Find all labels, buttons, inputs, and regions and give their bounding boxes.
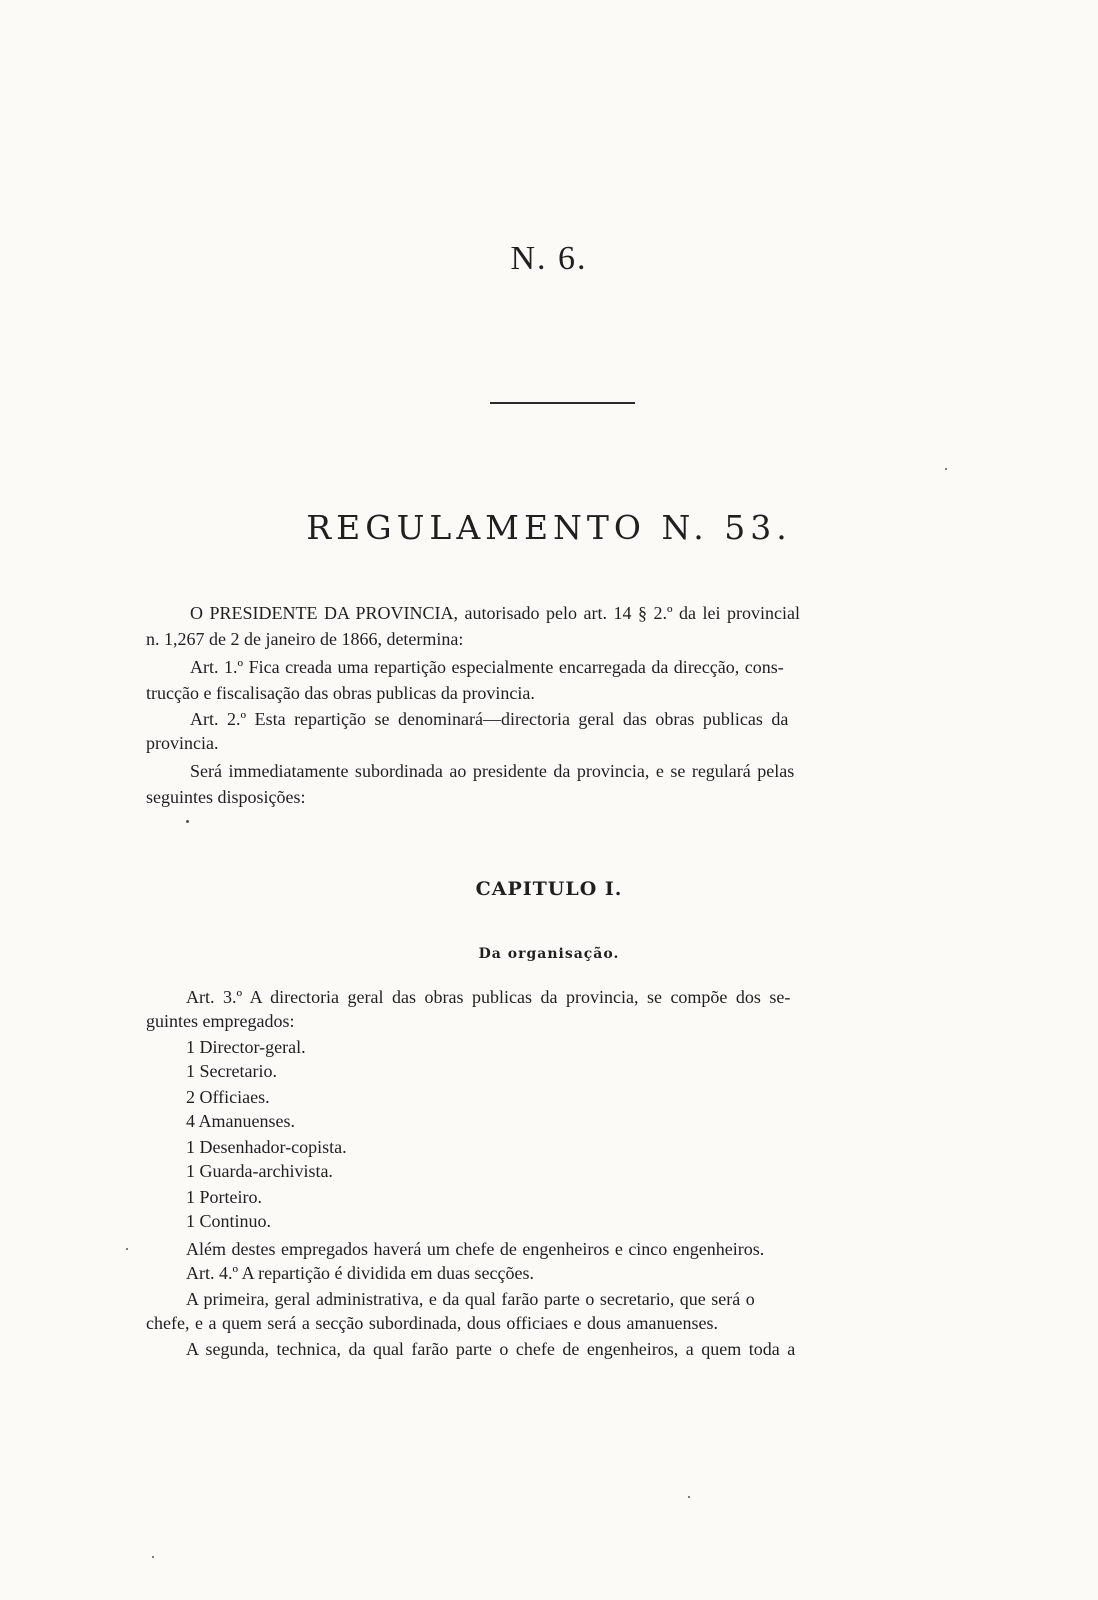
staff-item: 4 Amanuenses.	[186, 1111, 295, 1131]
staff-item: 1 Secretario.	[186, 1061, 277, 1081]
scan-speck	[126, 1248, 128, 1250]
scan-speck	[688, 1496, 690, 1498]
document-number: N. 6.	[510, 240, 588, 277]
article-2-line-2: provincia.	[146, 733, 219, 753]
scan-speck	[152, 1556, 154, 1558]
staff-item: 2 Officiaes.	[186, 1087, 270, 1107]
header-divider	[490, 402, 635, 404]
subordination-line-2: seguintes disposições:	[146, 787, 306, 807]
scan-speck	[186, 820, 189, 823]
staff-item: 1 Porteiro.	[186, 1187, 262, 1207]
chapter-title: CAPITULO I.	[475, 878, 623, 900]
second-section-line-1: A segunda, technica, da qual farão parte o chefe de engenheiros, a quem toda a	[186, 1339, 796, 1359]
staff-item: 1 Continuo.	[186, 1211, 272, 1231]
section-title: Da organisação.	[478, 946, 620, 962]
staff-item: 1 Director-geral.	[186, 1037, 306, 1057]
first-section-line-2: chefe, e a quem será a secção subordinada, dous officiaes e dous amanuenses.	[146, 1313, 718, 1333]
article-1-line-2: trucção e fiscalisação das obras publicas da provincia.	[146, 683, 535, 703]
article-3-line-2: guintes empregados:	[146, 1011, 295, 1031]
engineers-line: Além destes empregados haverá um chefe de engenheiros e cinco engenheiros.	[186, 1239, 765, 1259]
staff-item: 1 Desenhador-copista.	[186, 1137, 347, 1157]
regulation-title: REGULAMENTO N. 53.	[306, 508, 792, 547]
article-3-line-1: Art. 3.º A directoria geral das obras publicas da provincia, se compõe dos se-	[186, 987, 791, 1007]
first-section-line-1: A primeira, geral administrativa, e da qual farão parte o secretario, que será o	[186, 1289, 755, 1309]
preamble-line-2: n. 1,267 de 2 de janeiro de 1866, determina:	[146, 629, 464, 649]
preamble-line-1: O PRESIDENTE DA PROVINCIA, autorisado pelo art. 14 § 2.º da lei provincial	[190, 603, 801, 623]
subordination-line-1: Será immediatamente subordinada ao presidente da provincia, e se regulará pelas	[190, 761, 795, 781]
scan-speck	[945, 468, 947, 470]
article-1-line-1: Art. 1.º Fica creada uma repartição especialmente encarregada da direcção, cons-	[190, 657, 784, 677]
staff-item: 1 Guarda-archivista.	[186, 1161, 333, 1181]
article-4-line-1: Art. 4.º A repartição é dividida em duas secções.	[186, 1263, 534, 1283]
article-2-line-1: Art. 2.º Esta repartição se denominará—directoria geral das obras publicas da	[190, 709, 789, 729]
